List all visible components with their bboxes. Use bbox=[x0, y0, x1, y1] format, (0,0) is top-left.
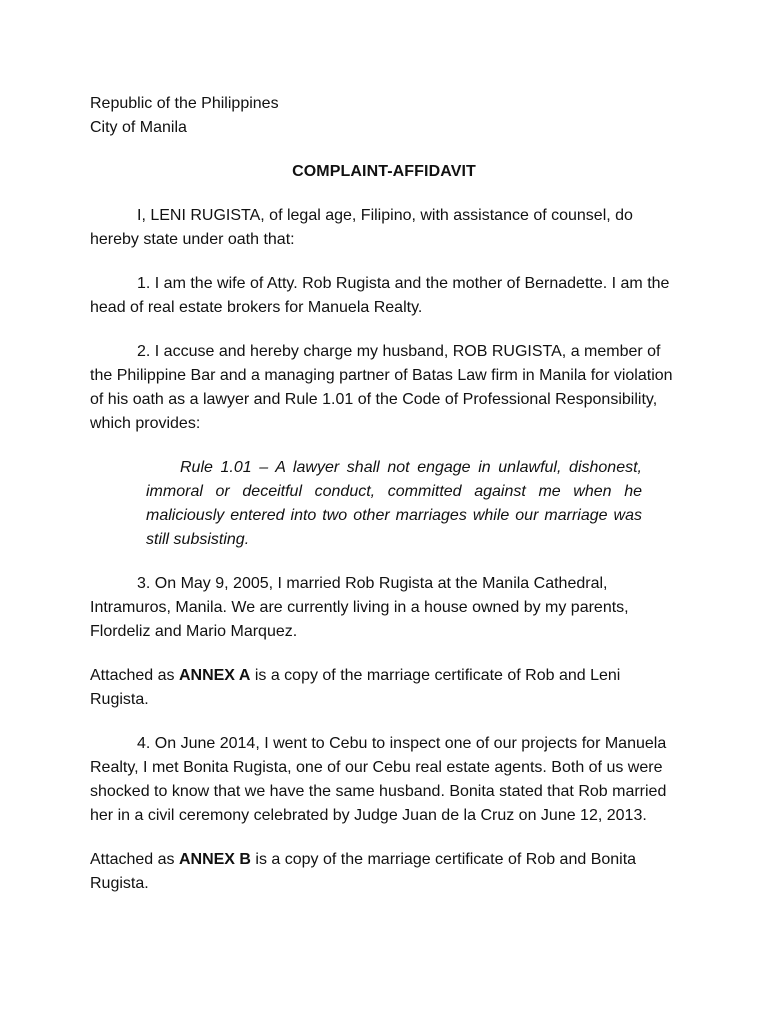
rule-quote-text: Rule 1.01 – A lawyer shall not engage in unlawful, dishonest, immoral or deceitful conduct, committed against me when he maliciously entered into two other marriages while our marriage was still subsisting. bbox=[146, 459, 642, 548]
annex-a-paragraph bbox=[90, 664, 678, 712]
paragraph-1: 1. I am the wife of Atty. Rob Rugista and the mother of Bernadette. I am the head of real estate brokers for Manuela Realty. bbox=[90, 275, 670, 316]
annex-a-prefix: Attached as bbox=[90, 667, 179, 684]
annex-b-paragraph bbox=[90, 848, 678, 896]
annex-a-label: ANNEX A bbox=[178, 667, 251, 684]
rule-quote bbox=[90, 456, 678, 552]
annex-b-suffix: is a copy of the marriage certificate of Rob and Bonita Rugista. bbox=[90, 851, 637, 892]
annex-a-suffix: is a copy of the marriage certificate of Rob and Leni Rugista. bbox=[90, 667, 621, 708]
annex-b-label: ANNEX B bbox=[178, 851, 251, 868]
paragraph-2: 2. I accuse and hereby charge my husband, ROB RUGISTA, a member of the Philippine Bar and a managing partner of Batas Law firm in Manila for violation of his oath as a lawyer and Rule 1.01 of the Code of Professional Responsibility, which provides: bbox=[90, 343, 673, 432]
annex-b-prefix: Attached as bbox=[90, 851, 179, 868]
header-city: City of Manila bbox=[90, 119, 187, 136]
intro-paragraph: I, LENI RUGISTA, of legal age, Filipino, with assistance of counsel, do hereby state under oath that: bbox=[90, 207, 633, 248]
paragraph-3: 3. On May 9, 2005, I married Rob Rugista at the Manila Cathedral, Intramuros, Manila. We are currently living in a house owned by my parents, Flordeliz and Mario Marquez. bbox=[90, 575, 629, 640]
header-country: Republic of the Philippines bbox=[90, 95, 279, 112]
document-title: COMPLAINT-AFFIDAVIT bbox=[292, 163, 476, 180]
paragraph-4: 4. On June 2014, I went to Cebu to inspect one of our projects for Manuela Realty, I met Bonita Rugista, one of our Cebu real estate agents. Both of us were shocked to know that we have the same husband. Bonita stated that Rob married her in a civil ceremony celebrated by Judge Juan de la Cruz on June 12, 2013. bbox=[90, 735, 667, 824]
